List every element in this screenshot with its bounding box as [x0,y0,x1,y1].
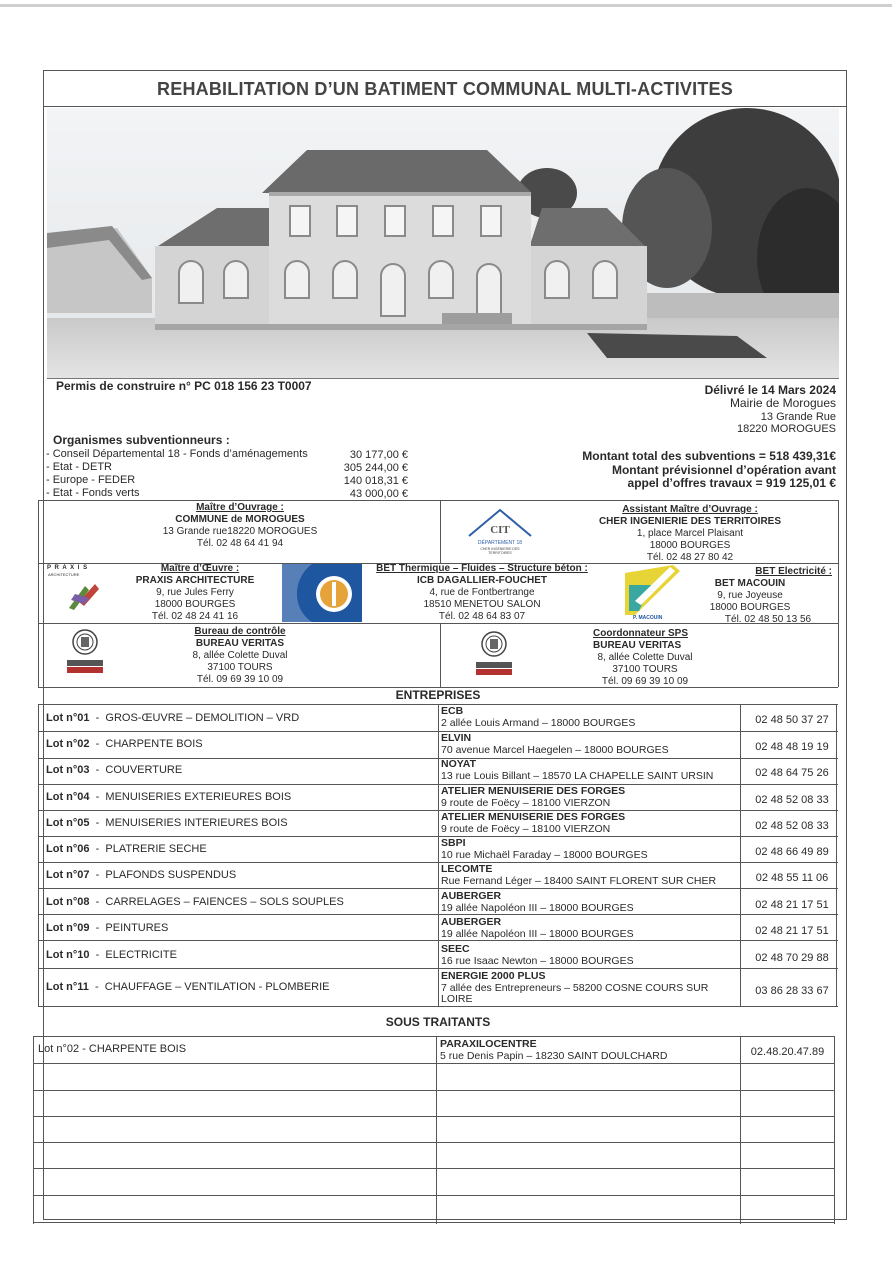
architect-address-2: 18000 BOURGES [154,599,236,610]
row-divider [33,1142,835,1143]
subcontract-lot: Lot n°02 - CHARPENTE BOIS [38,1043,187,1055]
bet-thermal-address-2: 18510 MENETOU SALON [423,599,541,610]
lot-number: Lot n°05 [46,817,90,829]
cit-logo-sub2: CHER INGÉNIERIE DES TERRITOIRES [480,547,520,555]
assistant-phone: Tél. 02 48 27 80 42 [646,552,734,563]
subcontractors-heading: SOUS TRAITANTS [385,1015,491,1029]
cit-logo [465,506,535,558]
control-role: Bureau de contrôle [194,626,286,637]
control-phone: Tél. 09 69 39 10 09 [196,674,284,685]
row-divider [38,940,838,941]
sps-role: Coordonnateur SPS [593,628,689,639]
lot-company: ELVIN 70 avenue Marcel Haegelen – 18000 BOURGES [441,732,669,756]
row-divider [38,784,838,785]
lot-number: Lot n°07 [46,869,90,881]
table-row: Lot n°04 - MENUISERIES EXTERIEURES BOIS [46,791,292,803]
lot-number: Lot n°08 [46,896,90,908]
divider [440,500,441,563]
funding-label-4: - Etat - Fonds verts [46,487,140,499]
lot-company: ATELIER MENUISERIE DES FORGES 9 route de Foëcy – 18100 VIERZON [441,785,626,809]
funding-label-2: - Etat - DETR [46,461,113,473]
praxis-logo-sub: ARCHITECTURE [48,572,80,577]
icb-logo [282,564,362,622]
assistant-address-1: 1, place Marcel Plaisant [636,528,744,539]
lot-phone: 02 48 52 08 33 [755,820,829,832]
bet-thermal-phone: Tél. 02 48 64 83 07 [438,611,526,622]
lot-number: Lot n°06 [46,843,90,855]
lot-phone: 02 48 48 19 19 [755,741,829,753]
table-row: Lot n°02 - CHARPENTE BOIS [46,738,203,750]
divider [440,623,441,687]
lot-work: CARRELAGES – FAIENCES – SOLS SOUPLES [105,896,344,908]
row-divider [33,1090,835,1091]
funding-label-1: - Conseil Départemental 18 - Fonds d’aménagements [46,448,308,460]
lot-phone: 02 48 50 37 27 [755,714,829,726]
funding-amount-2: 305 244,00 € [343,462,408,474]
lot-work: CHARPENTE BOIS [105,738,203,750]
macouin-logo [625,565,680,623]
cit-logo-text: CIT [490,524,510,536]
table-row: Lot n°05 - MENUISERIES INTERIEURES BOIS [46,817,288,829]
sps-address-2: 37100 TOURS [612,664,678,675]
lot-phone: 02 48 55 11 06 [755,872,829,884]
architect-role: Maître d’Œuvre : [160,563,240,574]
bet-thermal-address-1: 4, rue de Fontbertrange [429,587,535,598]
funding-label-3: - Europe - FEDER [46,474,136,486]
sps-name: BUREAU VERITAS [593,640,682,651]
lot-company: SBPI 10 rue Michaël Faraday – 18000 BOURGES [441,837,648,861]
owner-role: Maître d’Ouvrage : [196,502,284,513]
bet-thermal-name: ICB DAGALLIER-FOUCHET [417,575,547,586]
row-divider [38,862,838,863]
scan-top-edge [0,4,892,7]
praxis-logo-icon [65,580,103,612]
lot-work: GROS-ŒUVRE – DEMOLITION – VRD [105,712,300,724]
control-name: BUREAU VERITAS [195,638,285,649]
lot-company: AUBERGER 19 allée Napoléon III – 18000 BOURGES [441,916,634,940]
macouin-logo-text: P. MACOUIN [633,615,663,621]
table-row: Lot n°09 - PEINTURES [46,922,169,934]
building-photo [47,108,839,379]
enterprises-heading: ENTREPRISES [395,688,481,702]
lot-phone: 02 48 21 17 51 [755,899,829,911]
assistant-address-2: 18000 BOURGES [649,540,731,551]
lot-phone: 02 48 66 49 89 [755,846,829,858]
architect-phone: Tél. 02 48 24 41 16 [151,611,239,622]
permit-number: Permis de construire n° PC 018 156 23 T0007 [56,379,312,393]
lot-work: PLATRERIE SECHE [105,843,207,855]
divider [838,500,839,687]
veritas-logo-control [64,628,106,676]
subcontract-company: PARAXILOCENTRE [440,1038,537,1050]
owner-phone: Tél. 02 48 64 41 94 [196,538,284,549]
praxis-logo-text: P R A X I S [47,565,89,571]
row-divider [33,1116,835,1117]
lot-number: Lot n°04 [46,791,90,803]
control-address-2: 37100 TOURS [207,662,273,673]
row-divider [33,1195,835,1196]
permit-delivery-date: Délivré le 14 Mars 2024 [704,383,836,397]
lot-number: Lot n°01 [46,712,90,724]
lot-company: NOYAT 13 rue Louis Billant – 18570 LA CHAPELLE SAINT URSIN [441,758,714,782]
subcontract-address: 5 rue Denis Papin – 18230 SAINT DOULCHARD [440,1050,668,1062]
funding-amount-1: 30 177,00 € [349,449,408,461]
bet-elec-phone: Tél. 02 48 50 13 56 [724,614,812,625]
funding-amount-3: 140 018,31 € [343,475,408,487]
bet-elec-name: BET MACOUIN [714,578,786,589]
table-row: Lot n°08 - CARRELAGES – FAIENCES – SOLS SOUPLES [46,896,344,908]
veritas-logo-sps [473,630,515,678]
lot-number: Lot n°02 [46,738,90,750]
lot-number: Lot n°03 [46,764,90,776]
lot-company: LECOMTE Rue Fernand Léger – 18400 SAINT FLORENT SUR CHER [441,863,717,887]
funding-total: Montant total des subventions = 518 439,31€ [582,449,836,463]
forecast-line-2: appel d’offres travaux = 919 125,01 € [627,476,836,490]
funding-amount-4: 43 000,00 € [349,488,408,500]
row-divider [38,888,838,889]
cit-logo-sub: DÉPARTEMENT 18 [477,540,523,546]
row-divider [33,1168,835,1169]
sps-phone: Tél. 09 69 39 10 09 [601,676,689,687]
control-address-1: 8, allée Colette Duval [192,650,288,661]
row-divider [38,810,838,811]
owner-address: 13 Grande rue18220 MOROGUES [162,526,318,537]
table-row: Lot n°10 - ELECTRICITE [46,949,177,961]
row-divider [38,1006,838,1007]
forecast-line-1: Montant prévisionnel d’opération avant [611,463,836,477]
architect-address-1: 9, rue Jules Ferry [156,587,234,598]
lot-phone: 03 86 28 33 67 [755,985,829,997]
subcontract-phone: 02.48.20.47.89 [750,1046,825,1058]
permit-city: 18220 MOROGUES [736,423,836,435]
page-title: REHABILITATION D’UN BATIMENT COMMUNAL MULTI-ACTIVITES [44,72,846,107]
bet-elec-role: BET Electricité : [755,566,832,577]
lot-phone: 02 48 70 29 88 [755,952,829,964]
lot-number: Lot n°10 [46,949,90,961]
table-row: Lot n°07 - PLAFONDS SUSPENDUS [46,869,237,881]
bet-thermal-role: BET Thermique – Fluides – Structure béton : [376,563,588,574]
table-row: Lot n°06 - PLATRERIE SECHE [46,843,207,855]
lot-phone: 02 48 21 17 51 [755,925,829,937]
lot-company: ECB 2 allée Louis Armand – 18000 BOURGES [441,705,636,729]
lot-work: MENUISERIES EXTERIEURES BOIS [105,791,292,803]
row-divider [33,1222,835,1223]
lot-phone: 02 48 52 08 33 [755,794,829,806]
divider [38,500,838,501]
lot-number: Lot n°09 [46,922,90,934]
permit-street: 13 Grande Rue [760,411,836,423]
permit-authority: Mairie de Morogues [729,396,836,410]
lot-company: ENERGIE 2000 PLUS 7 allée des Entrepreneurs – 58200 COSNE COURS SUR LOIRE [441,970,709,1005]
lot-company: AUBERGER 19 allée Napoléon III – 18000 BOURGES [441,890,634,914]
assistant-role: Assistant Maître d’Ouvrage : [622,504,758,515]
architect-name: PRAXIS ARCHITECTURE [135,575,255,586]
sps-address-1: 8, allée Colette Duval [597,652,693,663]
table-row: Lot n°01 - GROS-ŒUVRE – DEMOLITION – VRD [46,712,300,724]
funding-heading: Organismes subventionneurs : [53,433,230,447]
row-divider [38,836,838,837]
bet-elec-address-1: 9, rue Joyeuse [717,590,783,601]
row-divider [38,731,838,732]
lot-work: PLAFONDS SUSPENDUS [105,869,237,881]
lot-work: PEINTURES [105,922,169,934]
lot-number: Lot n°11 [46,981,89,993]
lot-work: ELECTRICITE [105,949,177,961]
row-divider [38,968,838,969]
row-divider [38,914,838,915]
divider [38,500,39,687]
lot-work: CHAUFFAGE – VENTILATION - PLOMBERIE [104,981,330,993]
row-divider [33,1063,835,1064]
lot-company: ATELIER MENUISERIE DES FORGES 9 route de Foëcy – 18100 VIERZON [441,811,626,835]
lot-work: MENUISERIES INTERIEURES BOIS [105,817,288,829]
table-row: Lot n°03 - COUVERTURE [46,764,183,776]
lot-work: COUVERTURE [105,764,183,776]
lot-company: SEEC 16 rue Isaac Newton – 18000 BOURGES [441,943,634,967]
table-row: Lot n°11 - CHAUFFAGE – VENTILATION - PLOMBERIE [46,981,330,993]
bet-elec-address-2: 18000 BOURGES [709,602,791,613]
assistant-name: CHER INGENIERIE DES TERRITOIRES [598,516,782,527]
lot-phone: 02 48 64 75 26 [755,767,829,779]
owner-name: COMMUNE de MOROGUES [175,514,305,525]
